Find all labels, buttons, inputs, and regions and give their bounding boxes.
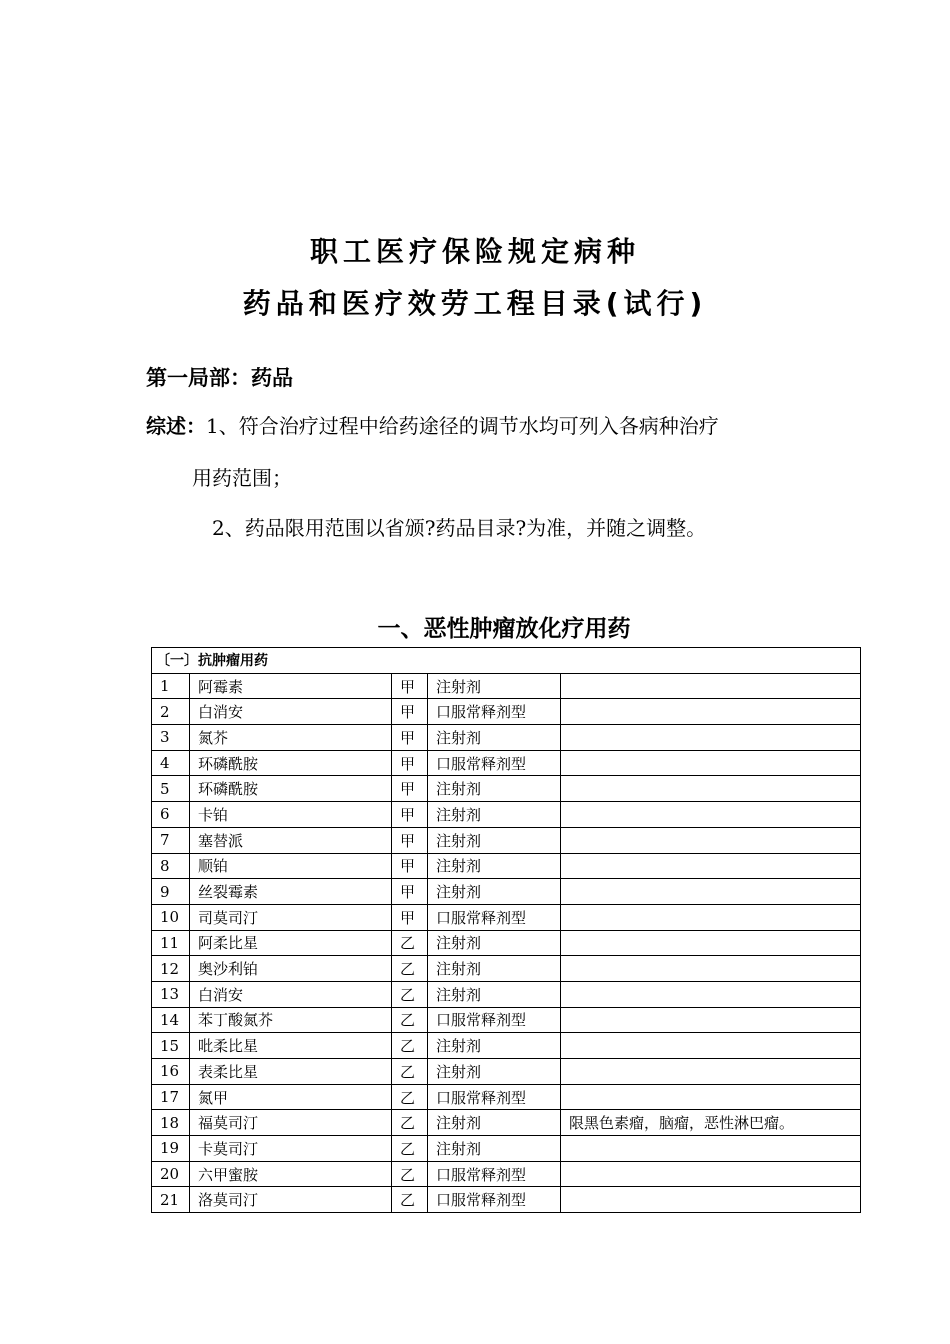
table-row: [152, 673, 861, 699]
drug-name: 顺铂: [190, 853, 392, 879]
dosage-form: 口服常释剂型: [428, 699, 561, 725]
restriction-note: [561, 725, 861, 751]
drug-name: 氮芥: [190, 725, 392, 751]
table-row: [152, 904, 861, 930]
dosage-form: 注射剂: [428, 853, 561, 879]
row-number: 4: [152, 750, 190, 776]
table-row: [152, 981, 861, 1007]
category-label: 〔一〕抗肿瘤用药: [152, 648, 861, 674]
drug-name: 环磷酰胺: [190, 776, 392, 802]
dosage-form: 口服常释剂型: [428, 1084, 561, 1110]
restriction-note: [561, 1187, 861, 1213]
drug-name: 环磷酰胺: [190, 750, 392, 776]
dosage-form: 注射剂: [428, 1033, 561, 1059]
part-heading: 第一局部：药品: [146, 366, 293, 390]
summary-item-1-continued: 用药范围；: [192, 466, 292, 490]
row-number: 19: [152, 1136, 190, 1162]
table-row: [152, 750, 861, 776]
table-row: [152, 1187, 861, 1213]
row-number: 17: [152, 1084, 190, 1110]
drug-name: 吡柔比星: [190, 1033, 392, 1059]
drug-class: 甲: [392, 750, 428, 776]
restriction-note: [561, 750, 861, 776]
restriction-note: [561, 1136, 861, 1162]
table-row: [152, 1136, 861, 1162]
drug-name: 阿霉素: [190, 673, 392, 699]
drug-class: 甲: [392, 673, 428, 699]
row-number: 8: [152, 853, 190, 879]
table-row: [152, 930, 861, 956]
summary-item-1: [146, 410, 719, 439]
row-number: 16: [152, 1059, 190, 1085]
drug-class: 甲: [392, 725, 428, 751]
dosage-form: 口服常释剂型: [428, 1161, 561, 1187]
drug-name: 卡铂: [190, 802, 392, 828]
restriction-note: [561, 1084, 861, 1110]
drug-class: 乙: [392, 1084, 428, 1110]
dosage-form: 口服常释剂型: [428, 904, 561, 930]
drug-name: 塞替派: [190, 827, 392, 853]
dosage-form: 注射剂: [428, 981, 561, 1007]
dosage-form: 注射剂: [428, 1110, 561, 1136]
drug-name: 洛莫司汀: [190, 1187, 392, 1213]
dosage-form: 注射剂: [428, 956, 561, 982]
drug-name: 丝裂霉素: [190, 879, 392, 905]
dosage-form: 注射剂: [428, 879, 561, 905]
table-row: [152, 1033, 861, 1059]
dosage-form: 注射剂: [428, 776, 561, 802]
dosage-form: 注射剂: [428, 673, 561, 699]
document-title-line-1: 职工医疗保险规定病种: [309, 235, 640, 268]
table-row: [152, 1084, 861, 1110]
restriction-note: [561, 1059, 861, 1085]
row-number: 5: [152, 776, 190, 802]
row-number: 18: [152, 1110, 190, 1136]
table-row: [152, 699, 861, 725]
drug-name: 六甲蜜胺: [190, 1161, 392, 1187]
table-row: [152, 1110, 861, 1136]
category-row: [152, 648, 861, 674]
restriction-note: [561, 853, 861, 879]
restriction-note: [561, 776, 861, 802]
drug-class: 甲: [392, 879, 428, 905]
drug-class: 乙: [392, 1033, 428, 1059]
row-number: 3: [152, 725, 190, 751]
section-title: 一、恶性肿瘤放化疗用药: [377, 616, 631, 642]
dosage-form: 注射剂: [428, 1136, 561, 1162]
table-row: [152, 776, 861, 802]
row-number: 6: [152, 802, 190, 828]
document-title-line-2: 药品和医疗效劳工程目录(试行): [242, 287, 708, 320]
row-number: 13: [152, 981, 190, 1007]
summary-item-1-text: 1、符合治疗过程中给药途径的调节水均可列入各病种治疗: [206, 414, 719, 438]
row-number: 20: [152, 1161, 190, 1187]
restriction-note: [561, 930, 861, 956]
drug-name: 苯丁酸氮芥: [190, 1007, 392, 1033]
drug-name: 白消安: [190, 981, 392, 1007]
restriction-note: [561, 699, 861, 725]
table-row: [152, 1059, 861, 1085]
row-number: 7: [152, 827, 190, 853]
dosage-form: 口服常释剂型: [428, 1007, 561, 1033]
row-number: 1: [152, 673, 190, 699]
row-number: 11: [152, 930, 190, 956]
drug-class: 乙: [392, 1059, 428, 1085]
drug-table: [151, 647, 861, 1213]
restriction-note: [561, 1161, 861, 1187]
drug-class: 乙: [392, 1136, 428, 1162]
drug-class: 甲: [392, 827, 428, 853]
drug-name: 表柔比星: [190, 1059, 392, 1085]
summary-label: 综述：: [146, 414, 206, 438]
drug-name: 奥沙利铂: [190, 956, 392, 982]
drug-class: 乙: [392, 1007, 428, 1033]
restriction-note: [561, 879, 861, 905]
table-row: [152, 1007, 861, 1033]
dosage-form: 口服常释剂型: [428, 750, 561, 776]
restriction-note: [561, 827, 861, 853]
table-row: [152, 802, 861, 828]
restriction-note: [561, 956, 861, 982]
row-number: 2: [152, 699, 190, 725]
drug-name: 福莫司汀: [190, 1110, 392, 1136]
restriction-note: [561, 1033, 861, 1059]
drug-class: 甲: [392, 776, 428, 802]
table-row: [152, 827, 861, 853]
row-number: 21: [152, 1187, 190, 1213]
drug-class: 甲: [392, 802, 428, 828]
row-number: 12: [152, 956, 190, 982]
row-number: 14: [152, 1007, 190, 1033]
drug-class: 甲: [392, 699, 428, 725]
drug-class: 甲: [392, 853, 428, 879]
drug-name: 氮甲: [190, 1084, 392, 1110]
summary-item-2: 2、药品限用范围以省颁?药品目录?为准，并随之调整。: [212, 516, 707, 540]
row-number: 15: [152, 1033, 190, 1059]
table-row: [152, 879, 861, 905]
drug-class: 乙: [392, 1187, 428, 1213]
drug-name: 司莫司汀: [190, 904, 392, 930]
dosage-form: 注射剂: [428, 1059, 561, 1085]
dosage-form: 注射剂: [428, 802, 561, 828]
table-row: [152, 956, 861, 982]
row-number: 10: [152, 904, 190, 930]
drug-name: 白消安: [190, 699, 392, 725]
table-row: [152, 1161, 861, 1187]
drug-class: 乙: [392, 930, 428, 956]
drug-class: 乙: [392, 1161, 428, 1187]
restriction-note: [561, 981, 861, 1007]
restriction-note: [561, 673, 861, 699]
restriction-note: [561, 802, 861, 828]
drug-name: 卡莫司汀: [190, 1136, 392, 1162]
dosage-form: 注射剂: [428, 827, 561, 853]
drug-class: 乙: [392, 981, 428, 1007]
restriction-note: [561, 904, 861, 930]
drug-class: 甲: [392, 904, 428, 930]
restriction-note: [561, 1007, 861, 1033]
row-number: 9: [152, 879, 190, 905]
dosage-form: 注射剂: [428, 725, 561, 751]
drug-name: 阿柔比星: [190, 930, 392, 956]
dosage-form: 注射剂: [428, 930, 561, 956]
table-row: [152, 853, 861, 879]
drug-class: 乙: [392, 1110, 428, 1136]
dosage-form: 口服常释剂型: [428, 1187, 561, 1213]
table-row: [152, 725, 861, 751]
restriction-note: 限黑色素瘤，脑瘤，恶性淋巴瘤。: [561, 1110, 861, 1136]
drug-class: 乙: [392, 956, 428, 982]
